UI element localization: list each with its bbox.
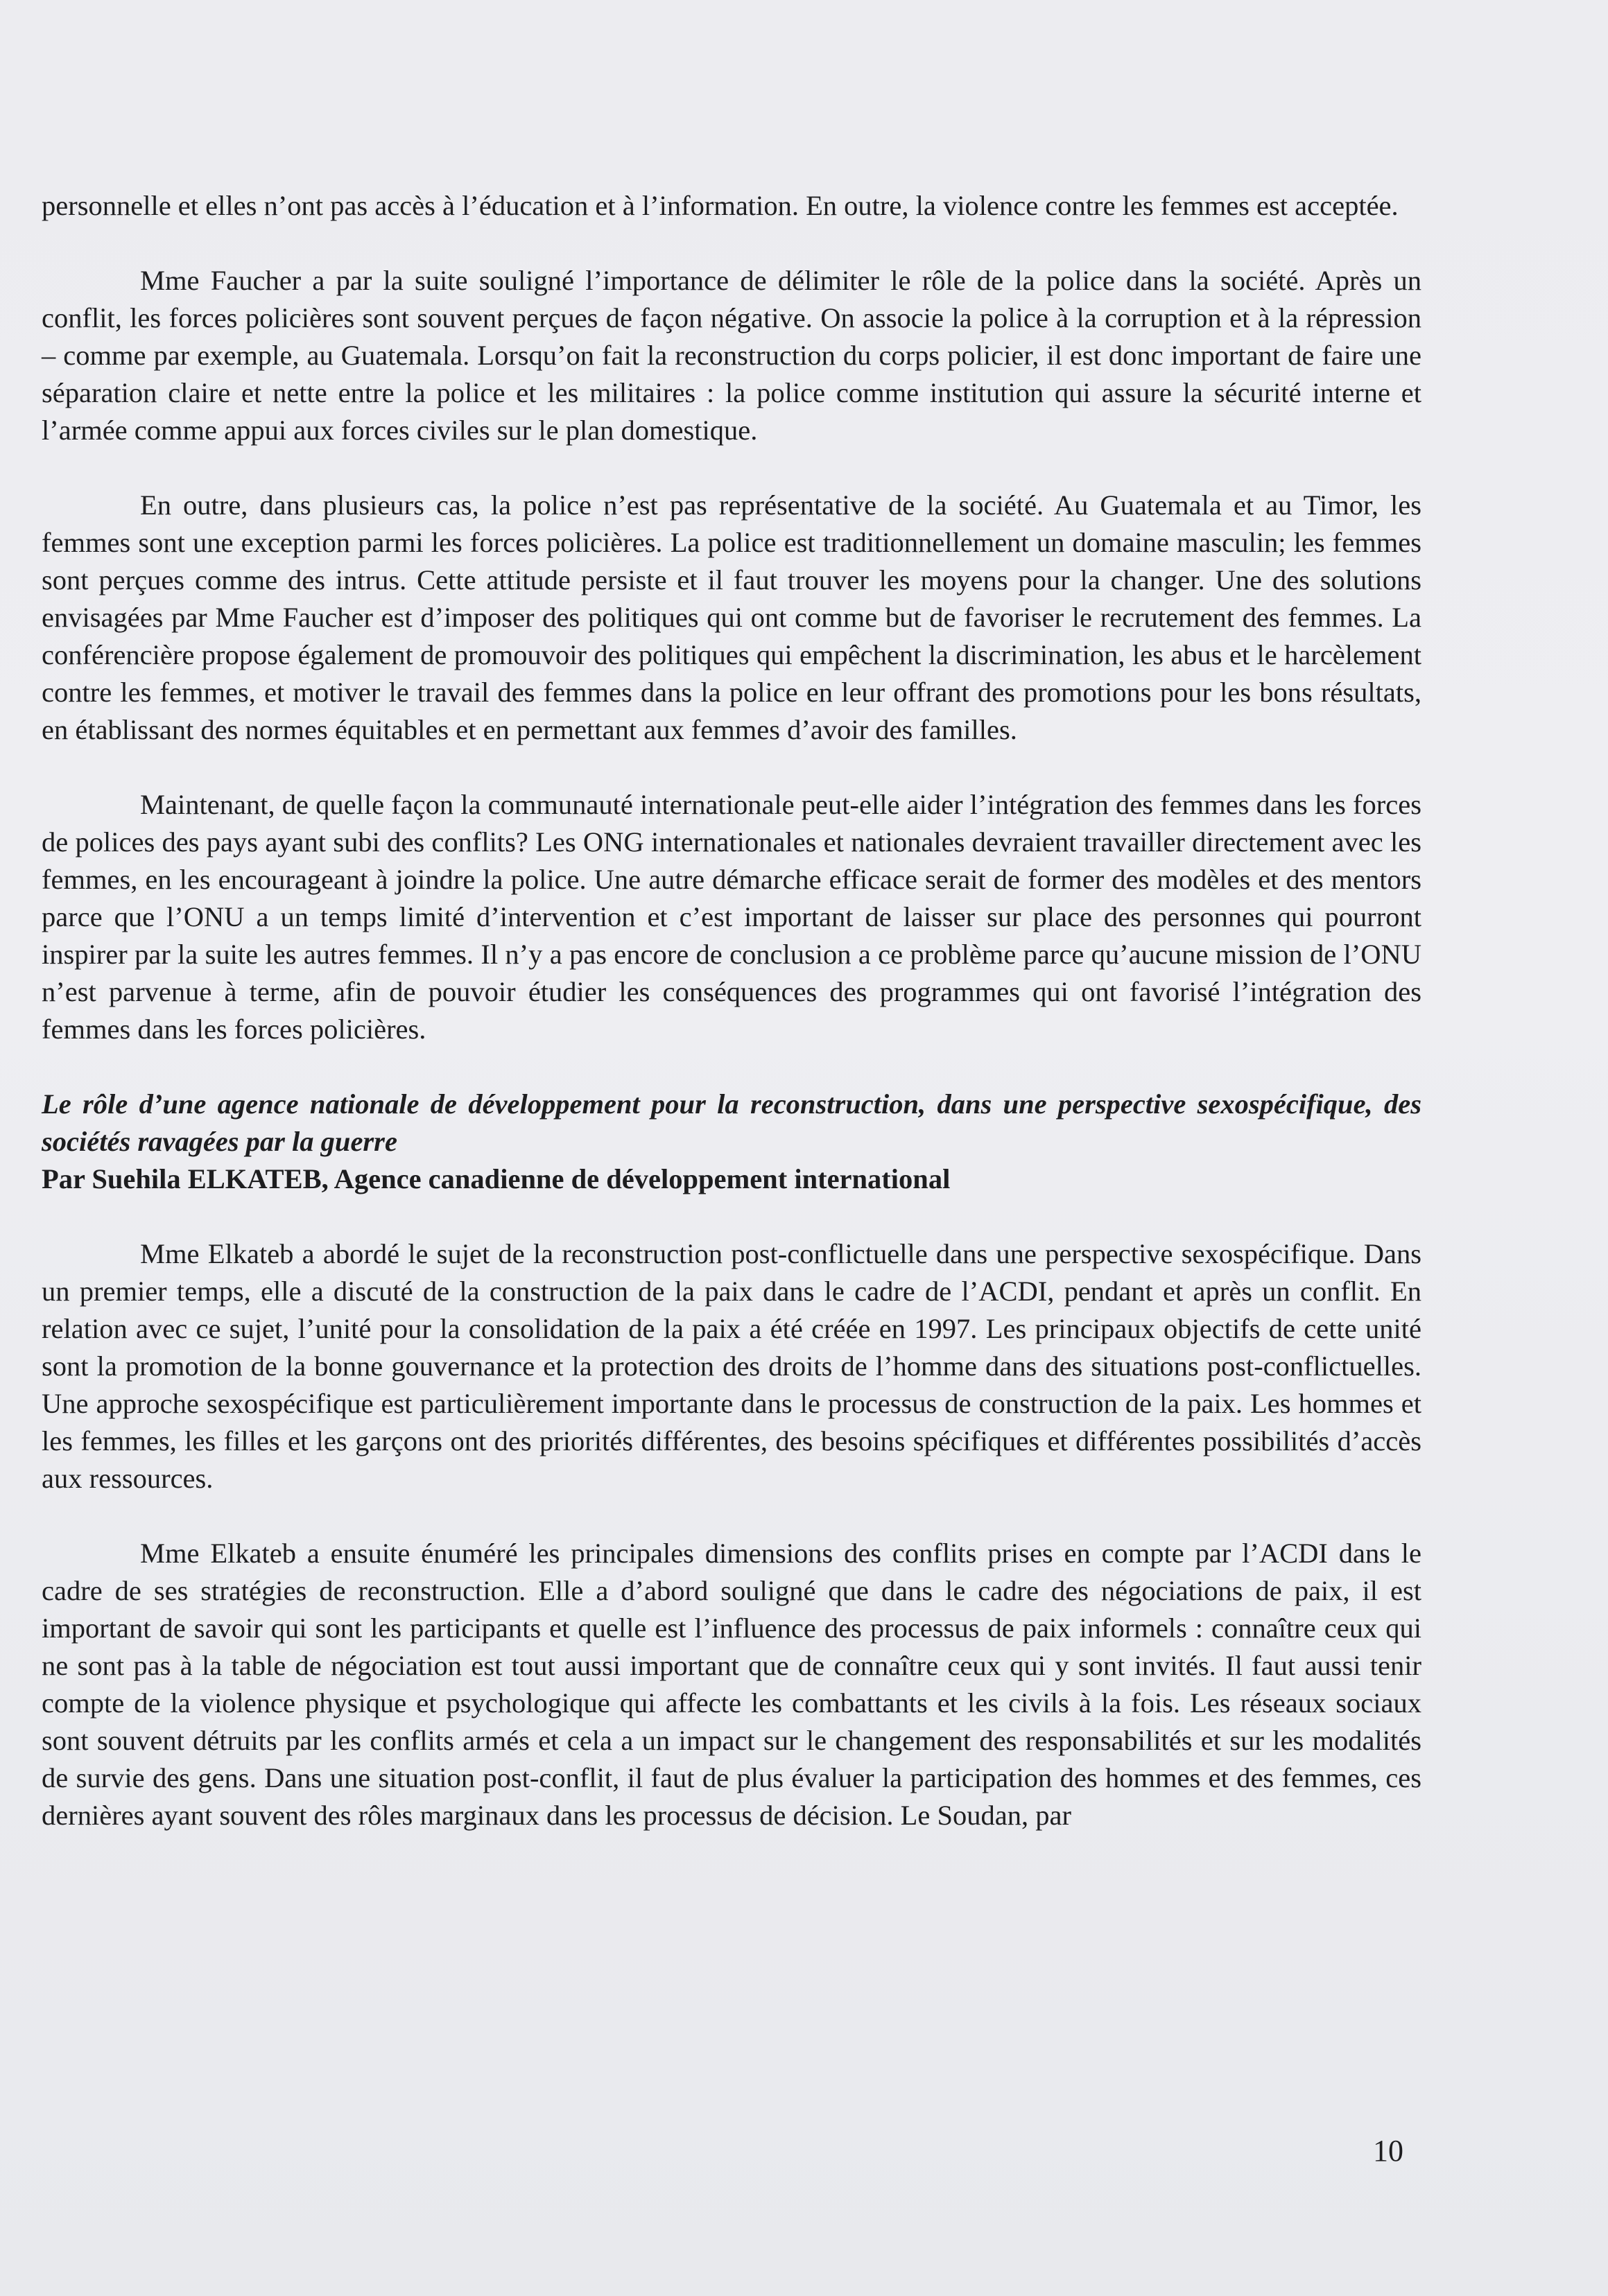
- section-byline: Par Suehila ELKATEB, Agence canadienne de développement international: [42, 1163, 951, 1194]
- paragraph-continuation: personnelle et elles n’ont pas accès à l’éducation et à l’information. En outre, la violence contre les femmes est acceptée.: [42, 190, 1399, 221]
- paragraph-elkateb-intro: Mme Elkateb a abordé le sujet de la reconstruction post-conflictuelle dans une perspective sexospécifique. Dans un premier temps, elle a discuté de la construction de la paix dans le cadre de l’ACDI, pendant et après un conflit. En relation avec ce sujet, l’unité pour la consolidation de la paix a été créée en 1997. Les principaux objectifs de cette unité sont la promotion de la bonne gouvernance et la protection des droits de l’homme dans des situations post-conflictuelles. Une approche sexospécifique est particulièrement importante dans le processus de construction de la paix. Les hommes et les femmes, les filles et les garçons ont des priorités différentes, des besoins spécifiques et différentes possibilités d’accès aux ressources.: [42, 1238, 1421, 1494]
- document-body: [42, 187, 1421, 1872]
- paragraph-international-community: Maintenant, de quelle façon la communauté internationale peut-elle aider l’intégration des femmes dans les forces de polices des pays ayant subi des conflits? Les ONG internationales et nationales devraient travailler directement avec les femmes, en les encourageant à joindre la police. Une autre démarche efficace serait de former des modèles et des mentors parce que l’ONU a un temps limité d’intervention et c’est important de laisser sur place des personnes qui pourront inspirer par la suite les autres femmes. Il n’y a pas encore de conclusion a ce problème parce qu’aucune mission de l’ONU n’est parvenue à terme, afin de pouvoir étudier les conséquences des programmes qui ont favorisé l’intégration des femmes dans les forces policières.: [42, 789, 1421, 1045]
- paragraph-police-representation: En outre, dans plusieurs cas, la police n’est pas représentative de la société. Au Guatemala et au Timor, les femmes sont une exception parmi les forces policières. La police est traditionnellement un domaine masculin; les femmes sont perçues comme des intrus. Cette attitude persiste et il faut trouver les moyens pour la changer. Une des solutions envisagées par Mme Faucher est d’imposer des politiques qui ont comme but de favoriser le recrutement des femmes. La conférencière propose également de promouvoir des politiques qui empêchent la discrimination, les abus et le harcèlement contre les femmes, et motiver le travail des femmes dans la police en leur offrant des promotions pour les bons résultats, en établissant des normes équitables et en permettant aux femmes d’avoir des familles.: [42, 489, 1421, 745]
- paragraph-police-role: Mme Faucher a par la suite souligné l’importance de délimiter le rôle de la police dans la société. Après un conflit, les forces policières sont souvent perçues de façon négative. On associe la police à la corruption et à la répression – comme par exemple, au Guatemala. Lorsqu’on fait la reconstruction du corps policier, il est donc important de faire une séparation claire et nette entre la police et les militaires : la police comme institution qui assure la sécurité interne et l’armée comme appui aux forces civiles sur le plan domestique.: [42, 265, 1421, 446]
- section-title: Le rôle d’une agence nationale de développement pour la reconstruction, dans une perspective sexospécifique, des sociétés ravagées par la guerre: [42, 1088, 1421, 1157]
- page-number: 10: [1373, 2134, 1403, 2168]
- paragraph-elkateb-dimensions: Mme Elkateb a ensuite énuméré les principales dimensions des conflits prises en compte par l’ACDI dans le cadre de ses stratégies de reconstruction. Elle a d’abord souligné que dans le cadre des négociations de paix, il est important de savoir qui sont les participants et quelle est l’influence des processus de paix informels : connaître ceux qui ne sont pas à la table de négociation est tout aussi important que de connaître ceux qui y sont invités. Il faut aussi tenir compte de la violence physique et psychologique qui affecte les combattants et les civils à la fois. Les réseaux sociaux sont souvent détruits par les conflits armés et cela a un impact sur le changement des responsabilités et sur les modalités de survie des gens. Dans une situation post-conflit, il faut de plus évaluer la participation des hommes et des femmes, ces dernières ayant souvent des rôles marginaux dans les processus de décision. Le Soudan, par: [42, 1538, 1421, 1831]
- section-heading: [42, 1086, 1421, 1198]
